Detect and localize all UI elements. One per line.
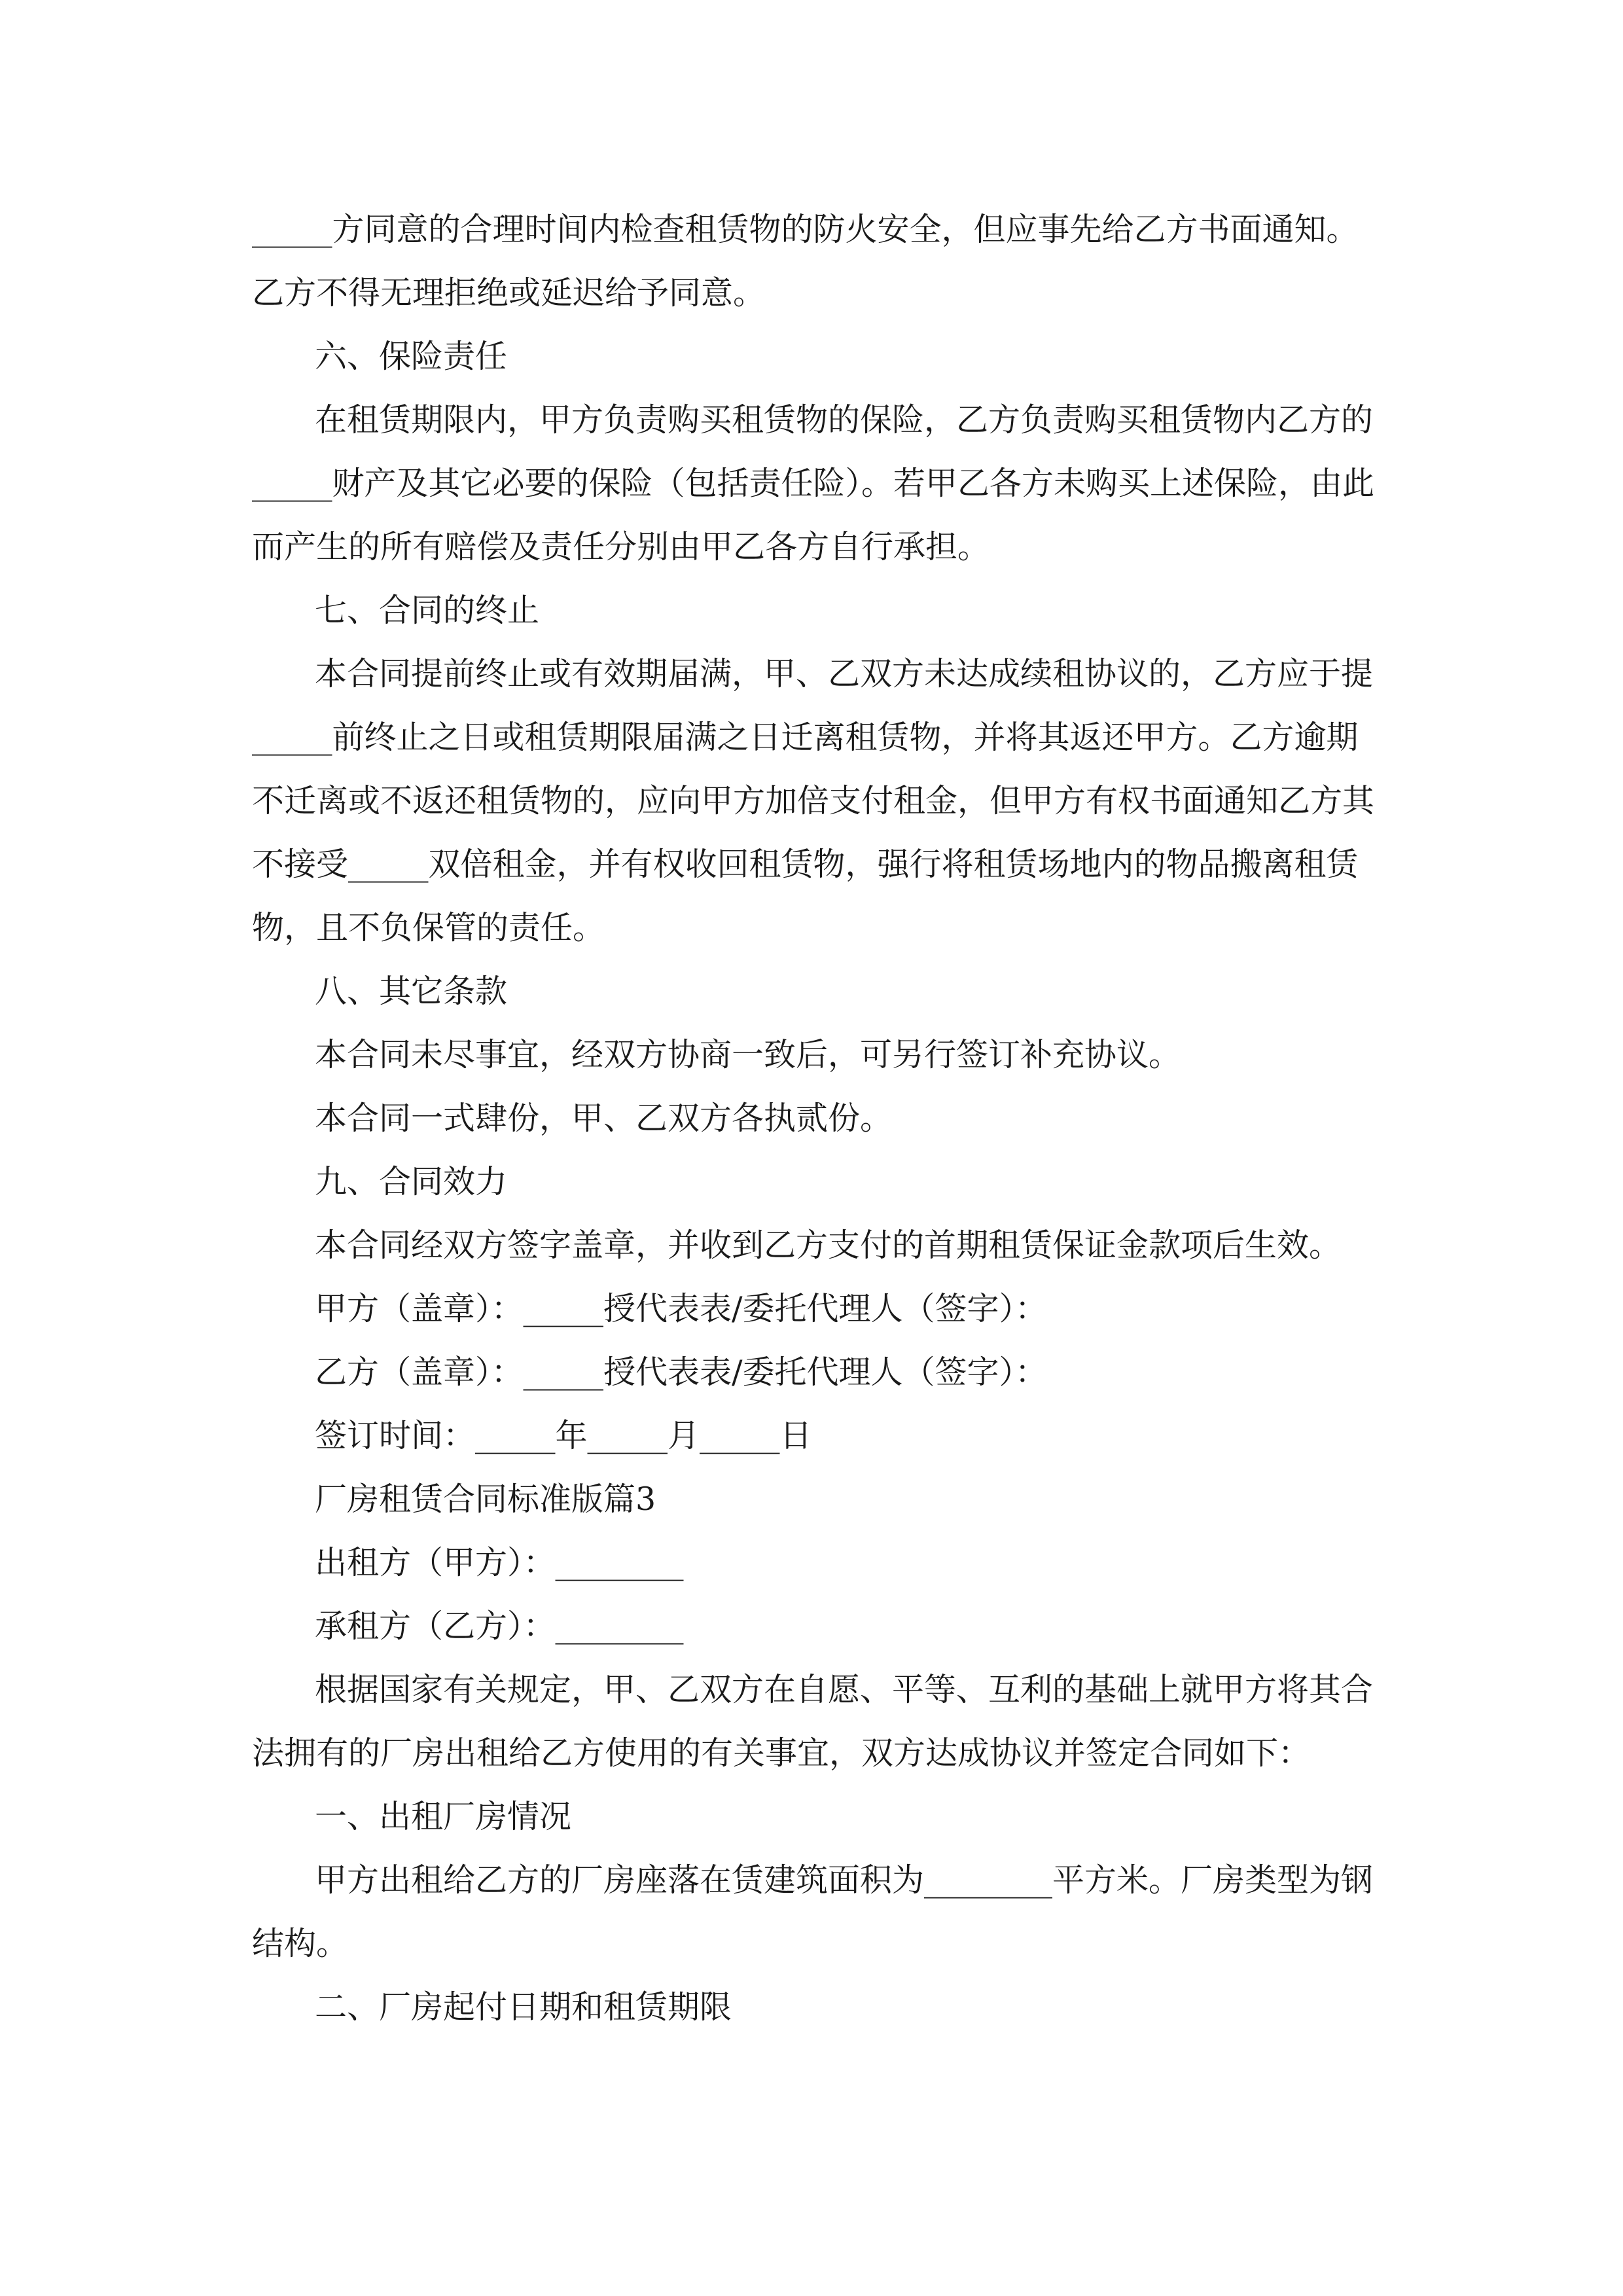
paragraph-line: 不接受_____双倍租金，并有权收回租赁物，强行将租赁场地内的物品搬离租赁 bbox=[252, 846, 1359, 883]
paragraph-line: 结构。 bbox=[252, 1925, 349, 1962]
paragraph-line: 法拥有的厂房出租给乙方使用的有关事宜，双方达成协议并签定合同如下： bbox=[252, 1734, 1311, 1772]
document-title: 厂房租赁合同标准版篇3 bbox=[315, 1480, 656, 1518]
paragraph-line: _____财产及其它必要的保险（包括责任险）。若甲乙各方未购买上述保险，由此 bbox=[252, 465, 1375, 502]
paragraph-line: 甲方出租给乙方的厂房座落在赁建筑面积为________平方米。厂房类型为钢 bbox=[315, 1861, 1374, 1899]
section-heading: 二、厂房起付日期和租赁期限 bbox=[315, 1988, 732, 2026]
paragraph-line: 本合同提前终止或有效期届满，甲、乙双方未达成续租协议的，乙方应于提 bbox=[315, 655, 1374, 692]
paragraph-line: 而产生的所有赔偿及责任分别由甲乙各方自行承担。 bbox=[252, 528, 990, 565]
paragraph-line: _____方同意的合理时间内检查租赁物的防火安全，但应事先给乙方书面通知。 bbox=[252, 211, 1359, 248]
paragraph-line: 物，且不负保管的责任。 bbox=[252, 909, 605, 946]
signature-line-party-a: 甲方（盖章）：_____授代表表/委托代理人（签字）： bbox=[315, 1290, 1048, 1327]
lessee-line: 承租方（乙方）：________ bbox=[315, 1607, 684, 1645]
paragraph-line: 本合同一式肆份，甲、乙双方各执贰份。 bbox=[315, 1100, 893, 1137]
paragraph-line: 本合同经双方签字盖章，并收到乙方支付的首期租赁保证金款项后生效。 bbox=[315, 1227, 1342, 1264]
section-heading: 七、合同的终止 bbox=[315, 592, 540, 629]
section-heading: 九、合同效力 bbox=[315, 1163, 508, 1200]
signing-date-line: 签订时间：_____年_____月_____日 bbox=[315, 1417, 812, 1454]
signature-line-party-b: 乙方（盖章）：_____授代表表/委托代理人（签字）： bbox=[315, 1354, 1048, 1391]
paragraph-line: 在租赁期限内，甲方负责购买租赁物的保险，乙方负责购买租赁物内乙方的 bbox=[315, 401, 1374, 439]
paragraph-line: 乙方不得无理拒绝或延迟给予同意。 bbox=[252, 274, 766, 312]
paragraph-line: _____前终止之日或租赁期限届满之日迁离租赁物，并将其返还甲方。乙方逾期 bbox=[252, 719, 1359, 756]
paragraph-line: 根据国家有关规定，甲、乙双方在自愿、平等、互利的基础上就甲方将其合 bbox=[315, 1671, 1374, 1708]
paragraph-line: 本合同未尽事宜，经双方协商一致后，可另行签订补充协议。 bbox=[315, 1036, 1181, 1073]
lessor-line: 出租方（甲方）：________ bbox=[315, 1544, 684, 1581]
section-heading: 一、出租厂房情况 bbox=[315, 1798, 572, 1835]
section-heading: 八、其它条款 bbox=[315, 973, 508, 1010]
paragraph-line: 不迁离或不返还租赁物的，应向甲方加倍支付租金，但甲方有权书面通知乙方其 bbox=[252, 782, 1375, 819]
section-heading: 六、保险责任 bbox=[315, 338, 508, 375]
